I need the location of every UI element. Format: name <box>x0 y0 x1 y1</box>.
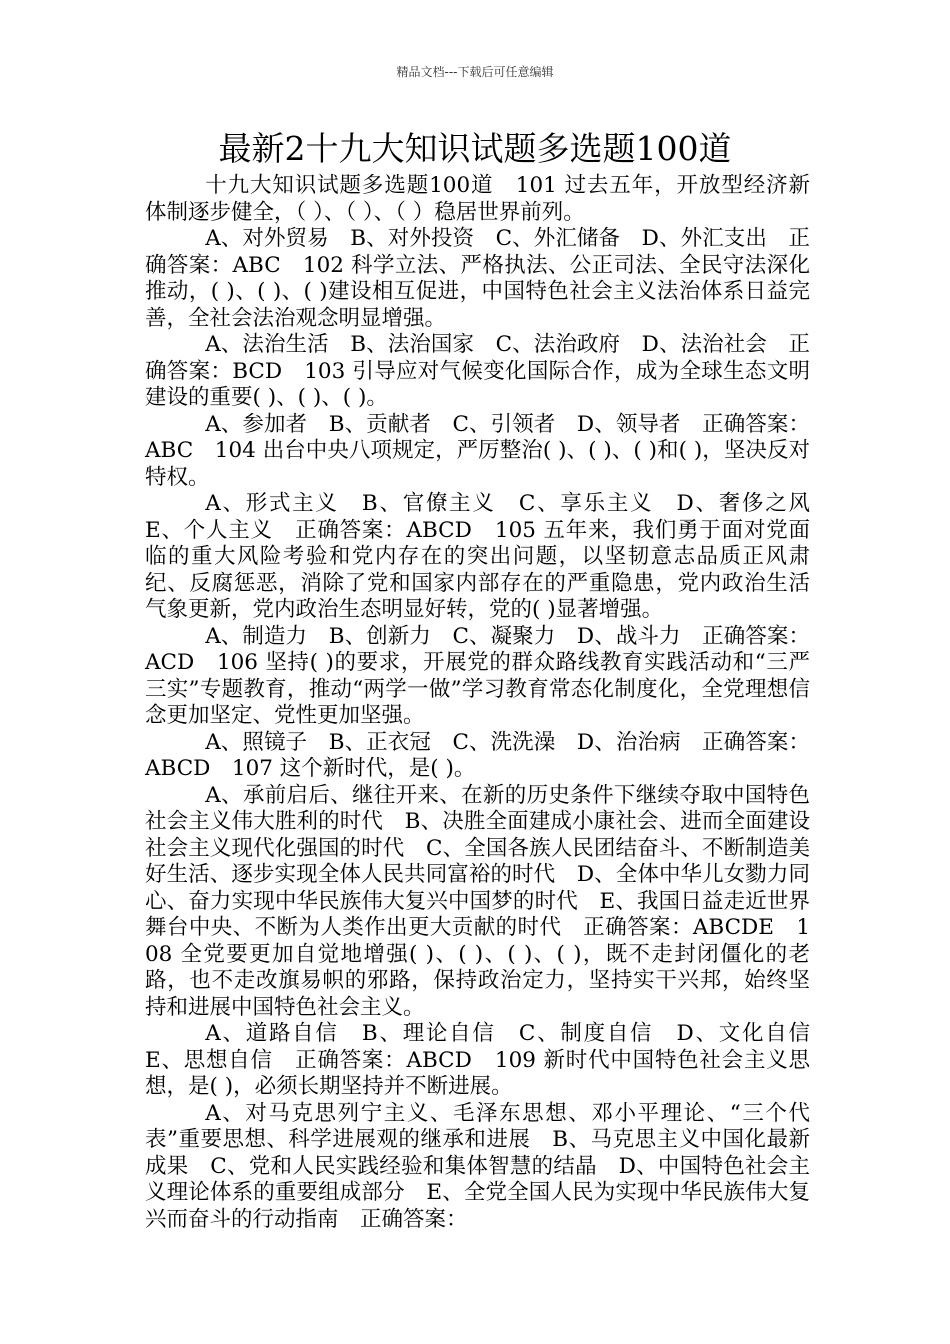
paragraph-2: A、对外贸易 B、对外投资 C、外汇储备 D、外汇支出 正确答案：ABC 102 科学立法、严格执法、公正司法、全民守法深化推动，( )、( )、( )建设相互促进，中国特色社会主义法治体系日益完善，全社会法治观念明显增强。 <box>145 226 810 331</box>
paragraph-1: 十九大知识试题多选题100道 101 过去五年，开放型经济新体制逐步健全，（ ）、（ ）、（ ）稳居世界前列。 <box>145 173 810 225</box>
paragraph-3: A、法治生活 B、法治国家 C、法治政府 D、法治社会 正确答案：BCD 103 引导应对气候变化国际合作，成为全球生态文明建设的重要( )、( )、( )。 <box>145 332 810 410</box>
paragraph-4: A、参加者 B、贡献者 C、引领者 D、领导者 正确答案：ABC 104 出台中央八项规定，严厉整治( )、( )、( )和( )，坚决反对特权。 <box>145 411 810 490</box>
paragraph-9: A、道路自信 B、理论自信 C、制度自信 D、文化自信 E、思想自信 正确答案：ABCD 109 新时代中国特色社会主义思想，是( )，必须长期坚持并不断进展。 <box>145 1021 832 1099</box>
paragraph-10: A、对马克思列宁主义、毛泽东思想、邓小平理论、“三个代表”重要思想、科学进展观的继承和进展 B、马克思主义中国化最新成果 C、党和人民实践经验和集体智慧的结晶 D、中国特色社会主义理论体系的重要组成部分 E、全党全国人民为实现中华民族伟大复兴而奋斗的行动指南 正确答案： <box>145 1100 810 1232</box>
document-title: 最新2十九大知识试题多选题100道 <box>218 129 732 168</box>
paragraph-5: A、形式主义 B、官僚主义 C、享乐主义 D、奢侈之风 E、个人主义 正确答案：ABCD 105 五年来，我们勇于面对党面临的重大风险考验和党内存在的突出问题，以坚韧意志品质正风肃纪、反腐惩恶，消除了党和国家内部存在的严重隐患，党内政治生活气象更新，党内政治生态明显好转，党的( )显著增强。 <box>145 491 832 622</box>
paragraph-6: A、制造力 B、创新力 C、凝聚力 D、战斗力 正确答案：ACD 106 坚持( )的要求，开展党的群众路线教育实践活动和“三严三实”专题教育，推动“两学一做”学习教育常态化制度化，全党理想信念更加坚定、党性更加坚强。 <box>145 623 810 728</box>
paragraph-7: A、照镜子 B、正衣冠 C、洗洗澡 D、治治病 正确答案：ABCD 107 这个新时代，是( )。 <box>145 729 810 781</box>
document-body <box>145 173 832 1233</box>
page-header: 精品文档---下载后可任意编辑 <box>396 65 554 79</box>
paragraph-8: A、承前启后、继往开来、在新的历史条件下继续夺取中国特色社会主义伟大胜利的时代 B、决胜全面建成小康社会、进而全面建设社会主义现代化强国的时代 C、全国各族人民团结奋斗、不断制造美好生活、逐步实现全体人民共同富裕的时代 D、全体中华儿女勠力同心、奋力实现中华民族伟大复兴中国梦的时代 E、我国日益走近世界舞台中央、不断为人类作出更大贡献的时代 正确答案：ABCDE 108 全党要更加自觉地增强( )、( )、( )、( )，既不走封闭僵化的老路，也不走改旗易帜的邪路，保持政治定力，坚持实干兴邦，始终坚持和进展中国特色社会主义。 <box>145 782 810 1020</box>
